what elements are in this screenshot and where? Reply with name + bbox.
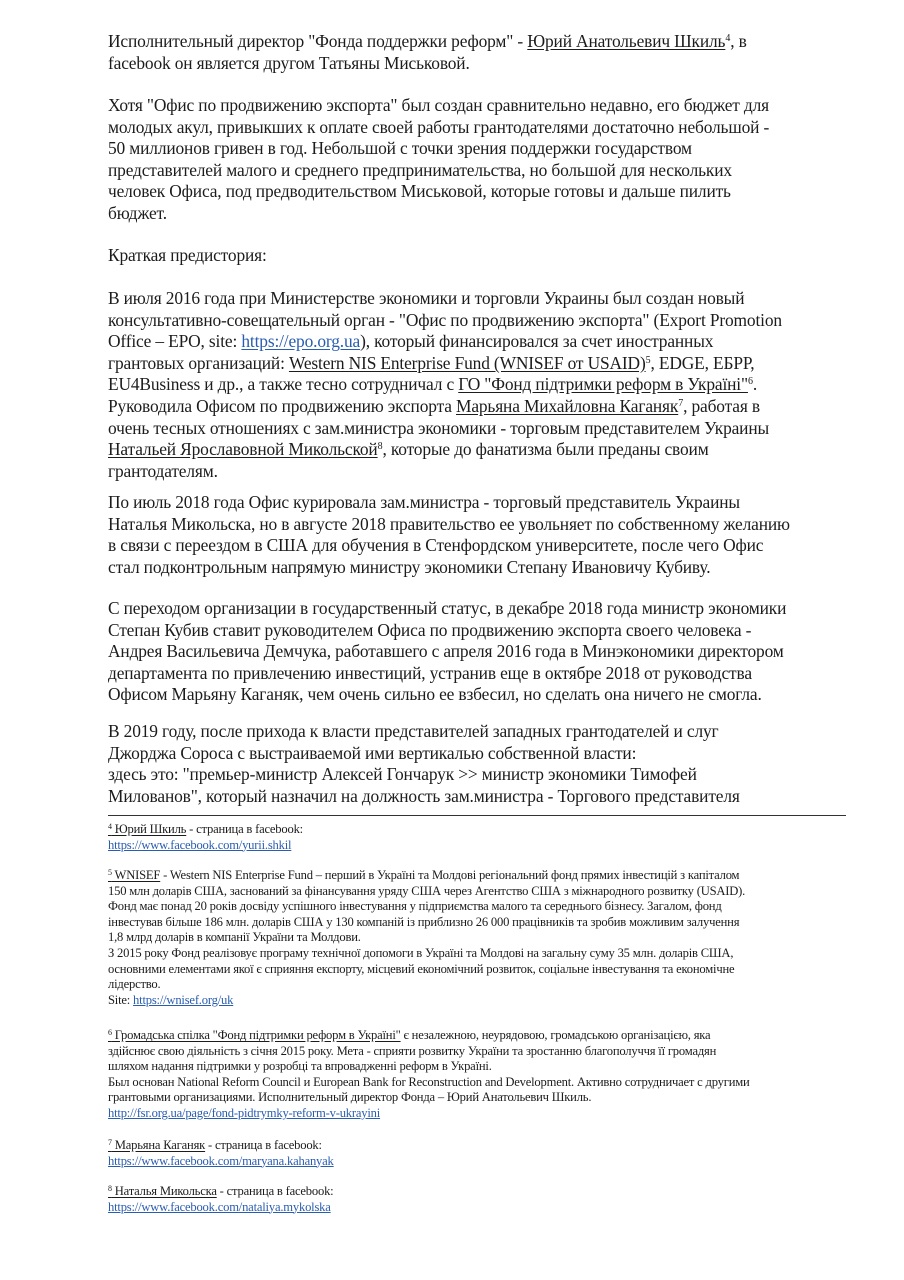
text-line: Степан Кубив ставит руководителем Офиса по продвижению экспорта своего человека -: [108, 619, 752, 640]
text-line: С переходом организации в государственный статус, в декабре 2018 года министр экономики: [108, 598, 787, 618]
paragraph-state-status: [108, 598, 844, 706]
person-link-kahanyak[interactable]: Марьяна Михайловна Каганяк: [456, 395, 679, 416]
text-line: З 2015 року Фонд реалізовує програму технічної допомоги в Україні та Молдові на загальну суму 35 млн. доларів США,: [108, 945, 734, 960]
footnote-8-label: $^8$ Наталья Микольска: [108, 1184, 217, 1198]
text-line: человек Офиса, под предводительством Миськовой, которые готовы и дальше пилить: [108, 181, 731, 202]
text-line: Фонд має понад 20 років досвіду успішного інвестування у підприємства малого та середнього бізнесу. Загалом, фонд: [108, 899, 722, 914]
text-line: Руководила Офисом по продвижению экспорта Марьяна Михайловна Каганяк$^7$, работая в: [108, 395, 760, 416]
text-line: facebook он является другом Татьяны Миськовой.: [108, 52, 470, 73]
text-line: Андрея Васильевича Демчука, работавшего с апреля 2016 года в Минэкономики директором: [108, 641, 784, 662]
epo-site-link[interactable]: https://epo.org.ua: [241, 331, 361, 352]
footnote-6: $^6$ Громадська спілка "Фонд підтримки реформ в Україні" є незалежною, неурядовою, громадською організацією, яка здійснює свою діяльність з січня 2015 року. Мета - сприяти розвитку України та зростанню благополуччя її громадян шляхом надання підтримки у розробці та впровадженні реформ в Україні. Был основан National Reform Council и European Bank for Reconstruction and Development. Активно сотрудничает с другими грантовыми организациями. Исполнительный директор Фонда – Юрий Анатольевич Шкиль. http://fsr.org.ua/page/fond-pidtrymky-reform-v-ukrayini: [108, 1028, 848, 1122]
text-line: Office – EPO, site: https://epo.org.ua), который финансировался за счет иностранных: [108, 331, 714, 352]
text-line: грантовых организаций: Western NIS Enterprise Fund (WNISEF от USAID)$^5$, EDGE, ЕБРР,: [108, 352, 755, 373]
footnote-ref-6[interactable]: 6: [747, 376, 753, 388]
footnote-5: $^5$ WNISEF - Western NIS Enterprise Fund – перший в Україні та Молдові регіональний фонд прямих інвестицій з капіталом 150 млн доларів США, заснований за фінансування уряду США через Агентство США з міжнародного розвитку (USAID). Фонд має понад 20 років досвіду успішного інвестування у підприємства малого та середнього бізнесу. Загалом, фонд інвестував більше 186 млн. доларів США у 130 компаній із приблизно 26 000 працівників та зробив можливим залучення 1,8 млрд доларів в компанії України та Молдови. З 2015 року Фонд реалізовує програму технічної допомоги в Україні та Молдові на загальну суму 35 млн. доларів США, основними елементами якої є сприяння експорту, місцевий економічний розвиток, соціальне інвестування та економічне лідерство. Site: https://wnisef.org/uk: [108, 868, 848, 1008]
text-line: Милованов", который назначил на должность зам.министра - Торгового представителя: [108, 785, 740, 806]
text-line: стал подконтрольным напрямую министру экономики Степану Ивановичу Кубиву.: [108, 556, 711, 577]
text-line: грантодателям.: [108, 460, 218, 481]
wnisef-link[interactable]: Western NIS Enterprise Fund (WNISEF от USAID): [288, 352, 646, 373]
footnote-7-url[interactable]: https://www.facebook.com/maryana.kahanyak: [108, 1153, 334, 1168]
text-line: В июля 2016 года при Министерстве экономики и торговли Украины был создан новый: [108, 288, 745, 308]
section-heading-background: Краткая предистория:: [108, 245, 267, 265]
text-line: представителей малого и среднего предпринимательства, но большой для нескольких: [108, 159, 732, 180]
footnote-8-url[interactable]: https://www.facebook.com/nataliya.mykolska: [108, 1199, 331, 1214]
footnote-6-url[interactable]: http://fsr.org.ua/page/fond-pidtrymky-reform-v-ukrayini: [108, 1105, 381, 1120]
footnote-5-label: $^5$ WNISEF: [108, 868, 161, 882]
text-line: основними елементами якої є сприяння експорту, місцевий економічний розвиток, соціальне інвестування та економічне: [108, 961, 735, 976]
text-line: інвестував більше 186 млн. доларів США у 130 компаній із приблизно 26 000 працівників та зробив можливим залучення: [108, 914, 740, 929]
text-line: Был основан National Reform Council и European Bank for Reconstruction and Development. Активно сотрудничает с другими: [108, 1074, 750, 1089]
footnote-7: $^7$ Марьяна Каганяк - страница в facebook: https://www.facebook.com/maryana.kahanyak: [108, 1138, 848, 1169]
text-line: 50 миллионов гривен в год. Небольшой с точки зрения поддержки государством: [108, 138, 692, 159]
text-line: консультативно-совещательный орган - "Офис по продвижению экспорта" (Export Promotion: [108, 309, 782, 330]
text-line: здійснює свою діяльність з січня 2015 року. Мета - сприяти розвитку України та зростанню благополуччя її громадян: [108, 1043, 717, 1058]
text-line: Офисом Марьяну Каганяк, чем очень сильно ее взбесил, но сделать она ничего не смогла.: [108, 684, 762, 705]
paragraph-2019: [108, 721, 844, 807]
text-line: грантовыми организациями. Исполнительный директор Фонда – Юрий Анатольевич Шкиль.: [108, 1090, 592, 1105]
text-line: По июль 2018 года Офис курировала зам.министра - торговый представитель Украины: [108, 492, 740, 512]
text-line: лідерство.: [108, 977, 161, 992]
footnote-ref-5[interactable]: 5: [645, 354, 651, 366]
text-line: Джорджа Сороса с выстраиваемой ими вертикалью собственной власти:: [108, 742, 637, 763]
text-line: Хотя "Офис по продвижению экспорта" был создан сравнительно недавно, его бюджет для: [108, 95, 770, 115]
text-line: EU4Business и др., а также тесно сотрудничал с ГО "Фонд підтримки реформ в Україні"$^6$.: [108, 374, 758, 395]
text-line: В 2019 году, после прихода к власти представителей западных грантодателей и слуг: [108, 721, 719, 741]
text-line: в связи с переездом в США для обучения в Стенфордском университете, после чего Офис: [108, 535, 764, 556]
person-link-shkil[interactable]: Юрий Анатольевич Шкиль: [527, 31, 726, 51]
footnote-5-url[interactable]: https://wnisef.org/uk: [133, 992, 234, 1007]
text-line: департамента по привлечению инвестиций, устранив еще в октябре 2018 от руководства: [108, 662, 752, 683]
footnote-ref-8[interactable]: 8: [377, 441, 383, 453]
footnote-divider: [108, 815, 846, 816]
text-line: Исполнительный директор "Фонда поддержки реформ" - Юрий Анатольевич Шкиль$^4$, в: [108, 31, 747, 51]
footnote-4-label: $^4$ Юрий Шкиль: [108, 822, 187, 836]
text-line: 150 млн доларів США, заснований за фінансування уряду США через Агентство США з міжнародного розвитку (USAID).: [108, 883, 746, 898]
paragraph-budget: [108, 95, 844, 225]
text-line: 1,8 млрд доларів в компанії України та Молдови.: [108, 930, 361, 945]
footnote-4: $^4$ Юрий Шкиль - страница в facebook: https://www.facebook.com/yurii.shkil: [108, 822, 848, 853]
text-line: бюджет.: [108, 202, 167, 223]
fund-reform-link[interactable]: ГО "Фонд підтримки реформ в Україні": [458, 374, 748, 395]
paragraph-director: [108, 31, 844, 74]
text-line: Наталья Микольска, но в августе 2018 правительство ее увольняет по собственному желанию: [108, 513, 790, 534]
paragraph-2018: [108, 492, 844, 578]
footnote-ref-4[interactable]: 4: [725, 33, 731, 44]
text-line: молодых акул, привыкших к оплате своей работы грантодателями достаточно небольшой -: [108, 116, 770, 137]
person-link-mykolska[interactable]: Натальей Ярославовной Микольской: [108, 439, 378, 460]
footnote-8: $^8$ Наталья Микольска - страница в facebook: https://www.facebook.com/nataliya.mykolska: [108, 1184, 848, 1215]
paragraph-history: [108, 288, 844, 482]
text-line: очень тесных отношениях с зам.министра экономики - торговым представителем Украины: [108, 417, 770, 438]
text-line: Натальей Ярославовной Микольской$^8$, которые до фанатизма были преданы своим: [108, 439, 709, 460]
text-line: шляхом надання підтримки у розробці та впровадженні реформ в Україні.: [108, 1059, 492, 1074]
footnote-6-label: $^6$ Громадська спілка "Фонд підтримки реформ в Україні": [108, 1028, 401, 1042]
footnote-7-label: $^7$ Марьяна Каганяк: [108, 1138, 206, 1152]
footnote-ref-7[interactable]: 7: [678, 397, 684, 409]
footnote-4-url[interactable]: https://www.facebook.com/yurii.shkil: [108, 837, 292, 852]
text-line: здесь это: "премьер-министр Алексей Гончарук >> министр экономики Тимофей: [108, 764, 697, 785]
